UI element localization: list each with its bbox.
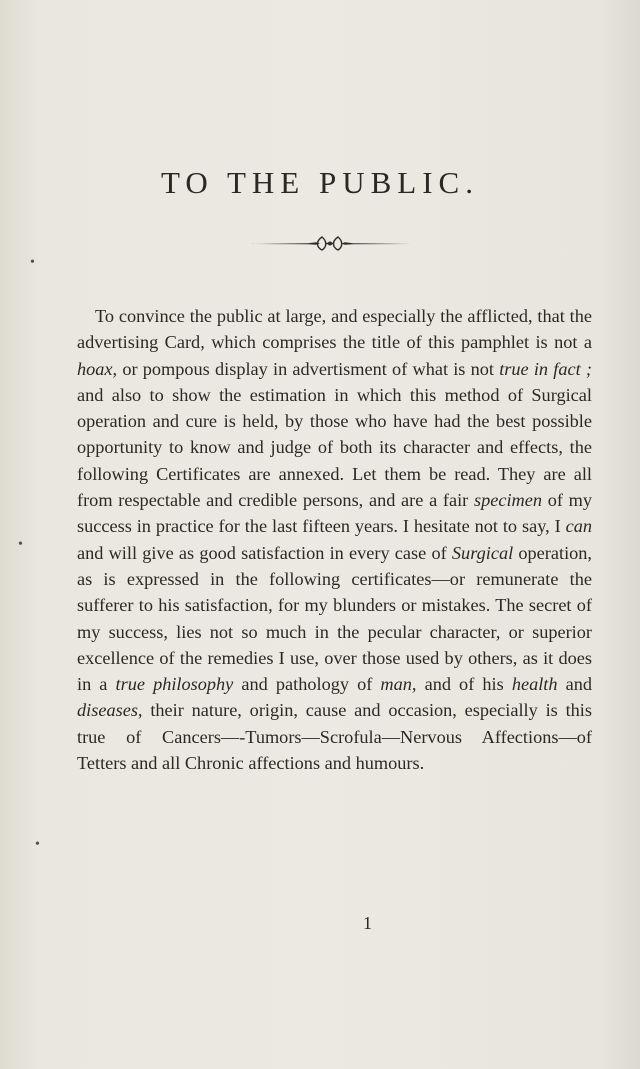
page-number: 1 (363, 913, 372, 933)
body-paragraph (77, 303, 592, 776)
text-run: and also to show the estimation in which this method of Surgical operation and cure is held, by those who have had the best possible opportunity to know and judge of both its character and effects, the following Certificates are annexed. Let them be read. They are all from respectable and credible persons, and are a fair (77, 384, 592, 511)
italic-run: specimen (473, 490, 542, 511)
margin-speck: • (35, 837, 40, 852)
text-run: and (557, 674, 593, 695)
text-run: and will give as good satisfaction in every case of (77, 542, 452, 563)
italic-run: diseases, (77, 700, 143, 721)
margin-speck: • (18, 537, 23, 552)
italic-run: hoax, (77, 358, 118, 379)
text-run: and pathology of (233, 674, 381, 695)
text-run: and of his (416, 674, 512, 695)
text-run: or pompous display in advertisment of what is not (117, 358, 500, 379)
italic-run: can (565, 516, 592, 537)
italic-run: health (511, 674, 558, 695)
page-title: TO THE PUBLIC. (161, 165, 479, 200)
text-run: operation, as is expressed in the following certificates—or remunerate the sufferer to his satisfaction, for my blunders or mistakes. The secret of my success, lies not so much in the pecular character, or superior excellence of the remedies I use, over those used by others, as it does in a (77, 542, 592, 695)
text-run: their nature, origin, cause and occasion, especially is this true of Cancers—-Tumors—Scrofula—Nervous Affections—of Tetters and all Chronic affections and humours. (77, 700, 592, 774)
text-run: of my success in practice for the last fifteen years. I hesitate not to say, I (77, 490, 592, 537)
italic-run: true philosophy (115, 674, 234, 695)
ornament-divider (248, 233, 413, 253)
italic-run: Surgical (451, 542, 514, 563)
italic-run: true in fact ; (499, 358, 592, 379)
italic-run: man, (380, 674, 417, 695)
paragraph-text (77, 303, 592, 776)
text-run: To convince the public at large, and especially the afflicted, that the advertising Card, which comprises the title of this pamphlet is not a (77, 306, 592, 353)
margin-speck: • (30, 255, 35, 270)
